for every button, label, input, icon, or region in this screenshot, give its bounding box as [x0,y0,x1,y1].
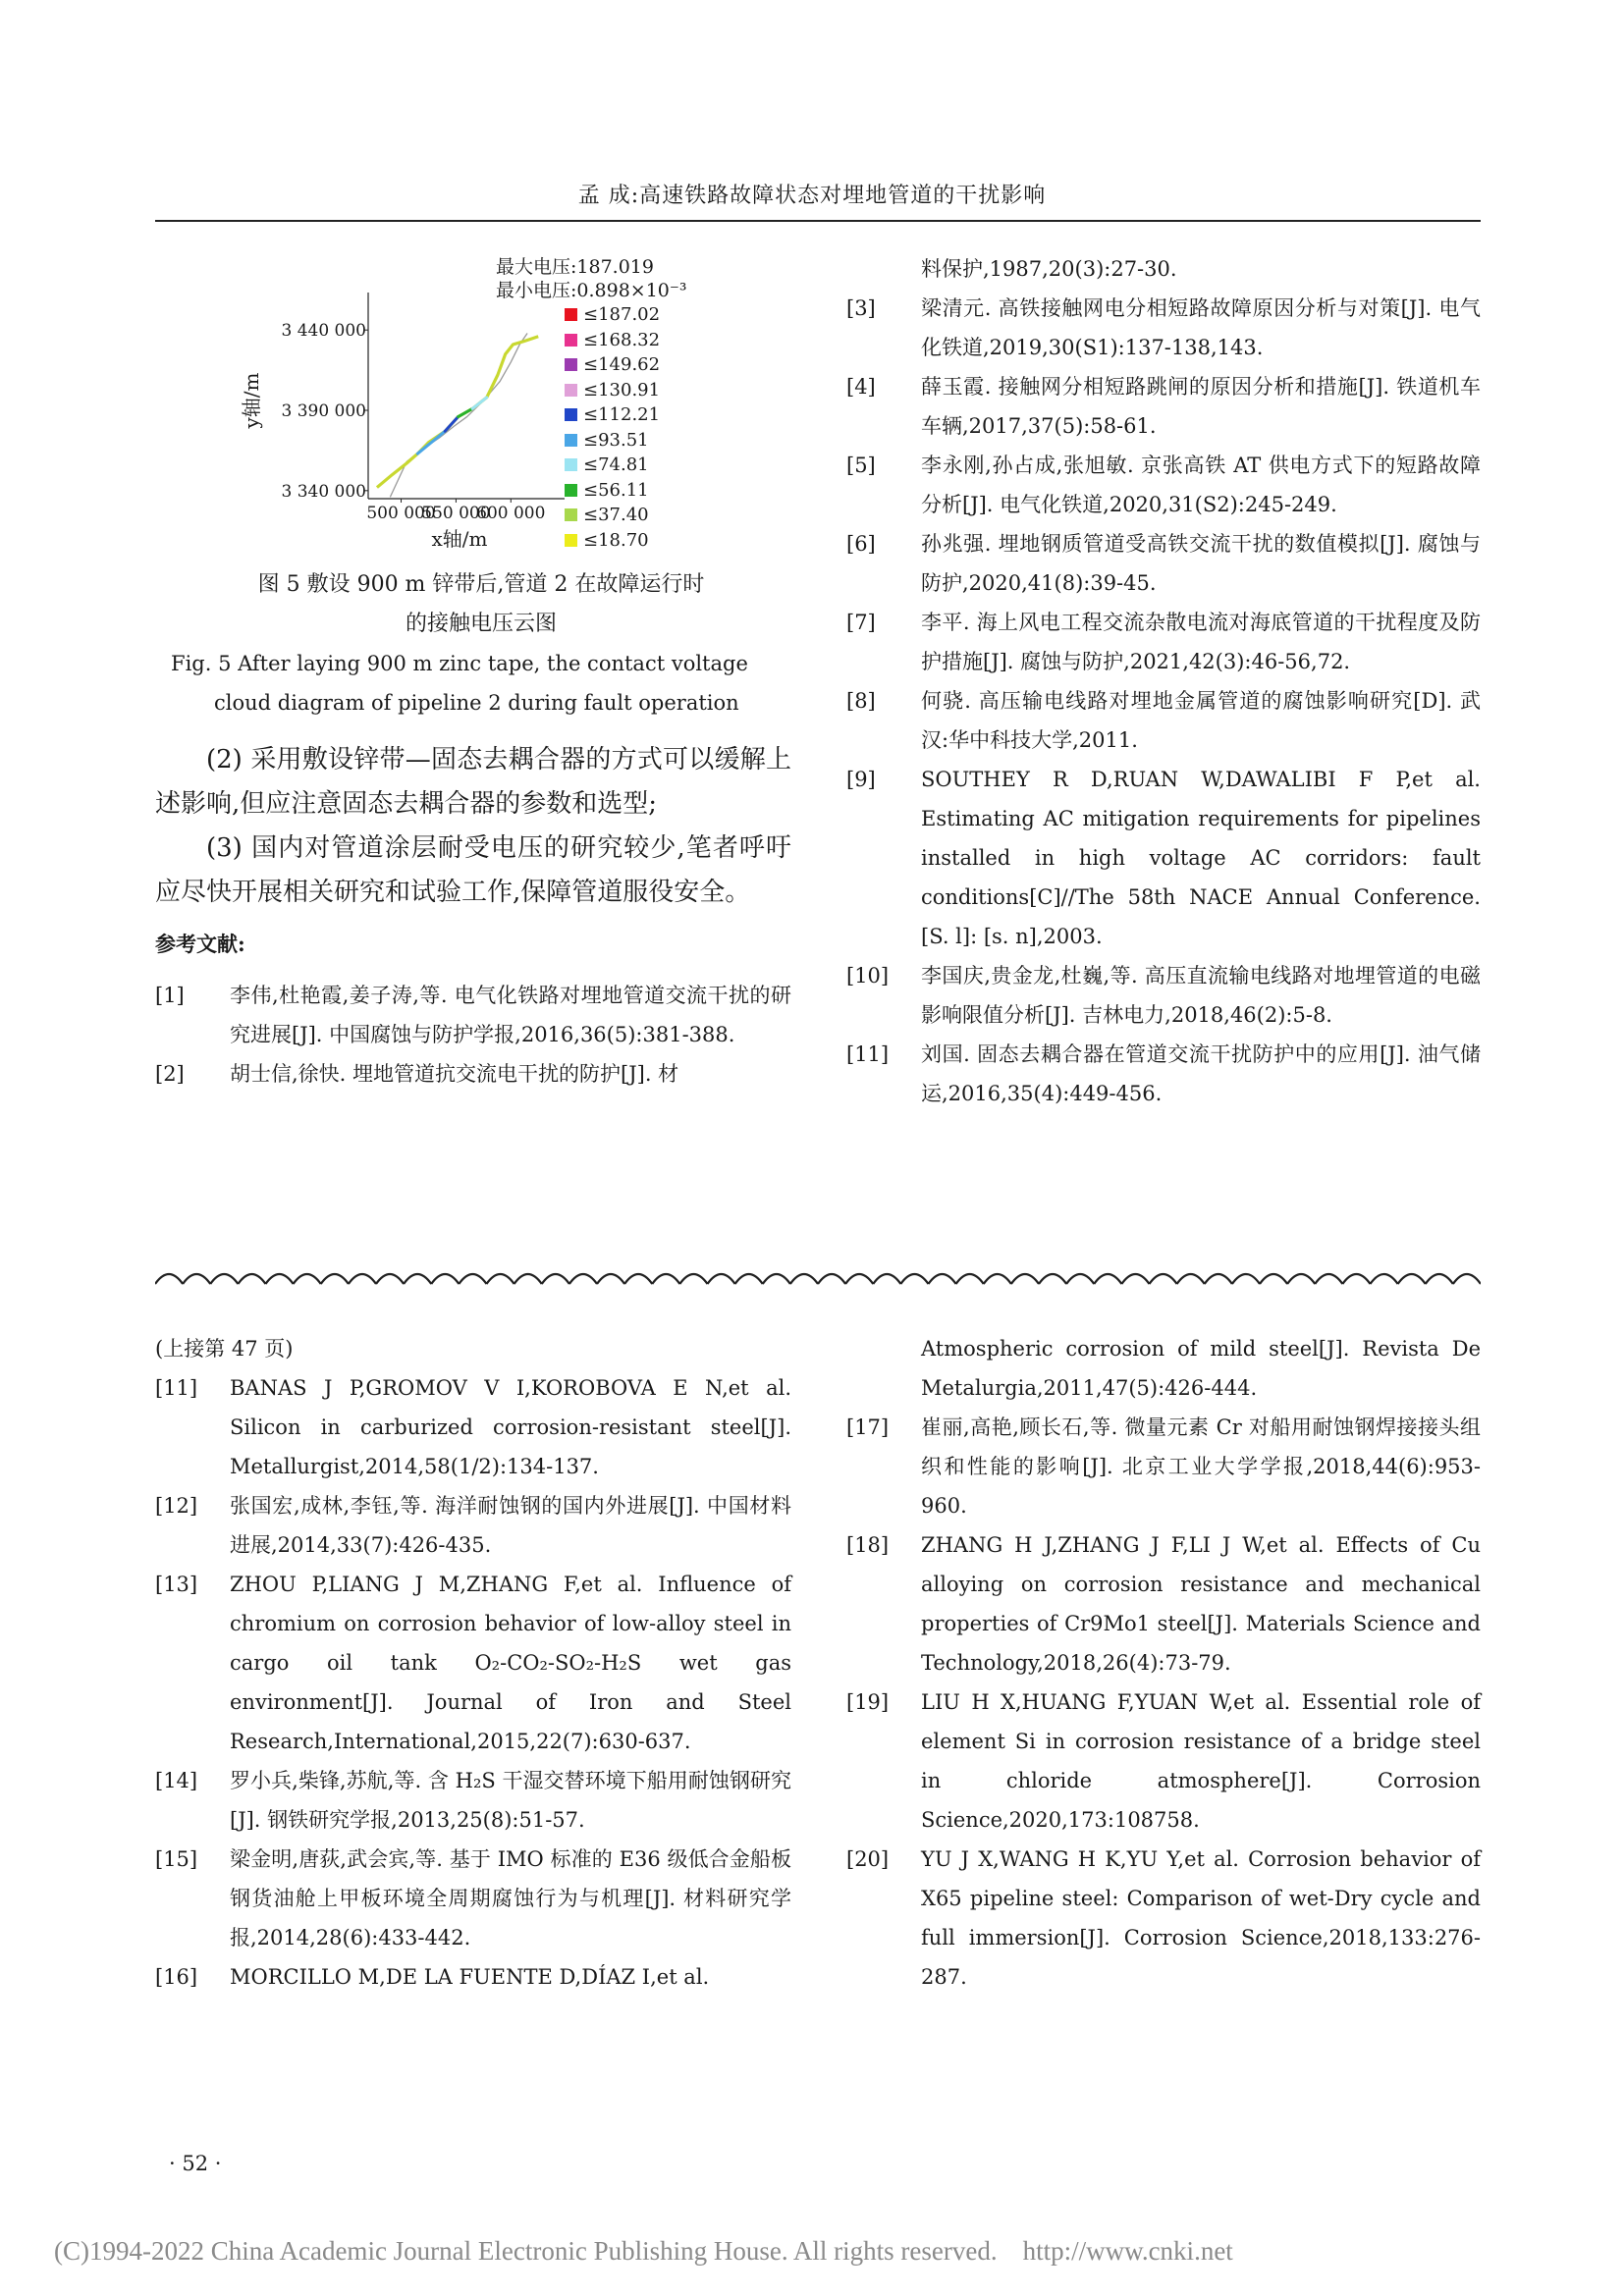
separator-wave [155,1274,1481,1284]
reference-number: [10] [846,964,890,988]
reference-number: [6] [846,532,876,556]
caption-en-line1: Fig. 5 After laying 900 m zinc tape, the contact voltage [171,652,748,675]
reference-number: [11] [846,1042,890,1066]
legend-swatch [565,434,577,447]
reference-text: YU J X,WANG H K,YU Y,et al. Corrosion behavior of X65 pipeline steel: Comparison of wet-Dry cycle and full immersion[J]. Corrosion Science,2018,133:276-287. [921,1847,1481,1989]
separator-arc [431,1274,459,1284]
pipeline-voltage-segment [417,431,445,454]
cnki-url[interactable]: http://www.cnki.net [1022,2236,1233,2266]
reference-text: MORCILLO M,DE LA FUENTE D,DÍAZ I,et al. [230,1965,710,1989]
reference-text: 薛玉霞. 接触网分相短路跳闸的原因分析和措施[J]. 铁道机车车辆,2017,37(5):58-61. [921,375,1481,438]
separator-arc [1121,1274,1149,1284]
separator-arc [1371,1274,1398,1284]
conclusion-2: (2) 采用敷设锌带—固态去耦合器的方式可以缓解上述影响,但应注意固态去耦合器的参数和选型; [155,745,791,819]
reference-number: [5] [846,454,876,477]
separator-arc [376,1274,404,1284]
legend-min-voltage: 最小电压:0.898×10⁻³ [496,280,687,301]
x-tick-label: 550 000 [421,504,491,523]
reference-item [846,289,1481,367]
separator-arc [1066,1274,1094,1284]
separator-arc [929,1274,956,1284]
reference-text: 李永刚,孙占成,张旭敏. 京张高铁 AT 供电方式下的短路故障分析[J]. 电气化铁道,2020,31(S2):245-249. [921,454,1481,516]
pipeline-voltage-segment [472,398,487,408]
separator-arc [183,1274,210,1284]
caption-en-line2: cloud diagram of pipeline 2 during fault operation [214,691,739,715]
reference-item [846,760,1481,956]
separator-arc [349,1274,376,1284]
legend-label: ≤112.21 [583,404,661,426]
separator-arc [1205,1274,1232,1284]
legend-item [565,352,741,378]
lower-right-column [846,1329,1481,1997]
reference-item [846,1035,1481,1113]
legend-label: ≤18.70 [583,529,649,551]
reference-item [155,1368,791,1486]
reference-number: [13] [155,1573,198,1596]
y-tick-label: 3 440 000 [281,321,366,342]
x-tick-label: 600 000 [476,504,546,523]
separator-arc [652,1274,679,1284]
legend-item [565,453,741,478]
legend-label: ≤130.91 [583,379,661,400]
separator-arc [459,1274,486,1284]
separator-arc [1426,1274,1453,1284]
separator-arc [321,1274,349,1284]
separator-arc [1287,1274,1315,1284]
reference-item [846,681,1481,760]
caption-cn-line2: 的接触电压云图 [405,612,557,636]
legend-item [565,402,741,428]
separator-arc [569,1274,597,1284]
lower-left-column [155,1329,791,1997]
separator-arc [1094,1274,1121,1284]
legend-swatch [565,308,577,321]
reference-text: 李平. 海上风电工程交流杂散电流对海底管道的干扰程度及防护措施[J]. 腐蚀与防护,2021,42(3):46-56,72. [921,611,1481,673]
separator-arc [1342,1274,1370,1284]
reference-number: [16] [155,1965,198,1989]
legend-label: ≤93.51 [583,429,649,451]
y-tick-label: 3 390 000 [281,401,366,421]
legend [496,255,741,553]
right-references [846,289,1481,1113]
reference-item [846,956,1481,1035]
copyright-text: (C)1994-2022 China Academic Journal Electronic Publishing House. All rights reserved. [54,2236,998,2266]
reference-number: [11] [155,1376,198,1400]
reference-text: 孙兆强. 埋地钢质管道受高铁交流干扰的数值模拟[J]. 腐蚀与防护,2020,41(8):39-45. [921,532,1481,595]
reference-text: ZHANG H J,ZHANG J F,LI J W,et al. Effects of Cu alloying on corrosion resistance and mechanical properties of Cr9Mo1 steel[J]. Materials Science and Technology,2018,26(4):73-79. [921,1533,1481,1675]
figure-caption [167,565,795,644]
reference-text: 刘国. 固态去耦合器在管道交流干扰防护中的应用[J]. 油气储运,2016,35(4):449-456. [921,1042,1481,1105]
legend-item [565,478,741,504]
reference-item [846,1682,1481,1840]
running-header: 孟 成:高速铁路故障状态对埋地管道的干扰影响 [577,184,1047,208]
separator-arc [1260,1274,1287,1284]
left-references [155,976,791,1094]
legend-swatch [565,484,577,497]
separator-arc [708,1274,735,1284]
reference-text: 何骁. 高压输电线路对埋地金属管道的腐蚀影响研究[D]. 武汉:华中科技大学,2011. [921,689,1481,752]
legend-label: ≤149.62 [583,354,661,376]
reference-text: 罗小兵,柴锋,苏航,等. 含 H₂S 干湿交替环境下船用耐蚀钢研究[J]. 钢铁研究学报,2013,25(8):51-57. [230,1769,791,1832]
right-column [846,249,1481,1113]
x-axis-label: x轴/m [431,527,488,551]
reference-number: [1] [155,984,185,1007]
reference-number: [7] [846,611,876,634]
reference-item [846,446,1481,524]
reference-item [155,1840,791,1957]
separator-arc [1315,1274,1342,1284]
reference-text: 胡士信,徐快. 埋地管道抗交流电干扰的防护[J]. 材 [230,1062,679,1086]
separator-arc [873,1274,900,1284]
separator-arc [294,1274,321,1284]
separator-arc [514,1274,542,1284]
legend-swatch [565,508,577,521]
separator-arc [404,1274,431,1284]
separator-arc [487,1274,514,1284]
reference-text: BANAS J P,GROMOV V I,KOROBOVA E N,et al. Silicon in carburized corrosion-resistant steel[J]. Metallurgist,2014,58(1/2):134-137. [230,1376,791,1478]
lower-right-references [846,1408,1481,1997]
separator-arc [1011,1274,1039,1284]
x-tick-label: 500 000 [366,504,436,523]
separator-arc [1150,1274,1177,1284]
reference-number: [18] [846,1533,890,1557]
separator-arc [155,1274,183,1284]
reference-number: [3] [846,296,876,320]
reference-number: [19] [846,1690,890,1714]
separator-arc [597,1274,624,1284]
legend-item [565,528,741,554]
reference-number: [9] [846,768,876,791]
reference-number: [8] [846,689,876,713]
reference-item [846,1408,1481,1525]
reference-item [155,1761,791,1840]
legend-label: ≤168.32 [583,329,661,350]
legend-swatch [565,358,577,371]
legend-item [565,378,741,403]
ref-16-continuation: Atmospheric corrosion of mild steel[J]. Revista De Metalurgia,2011,47(5):426-444. [921,1337,1481,1400]
separator-arc [238,1274,265,1284]
figure-caption-en [155,644,803,722]
legend-swatch [565,334,577,347]
legend-swatch [565,408,577,421]
reference-number: [14] [155,1769,198,1792]
y-tick-label: 3 340 000 [281,481,366,502]
separator-arc [818,1274,845,1284]
ref-2-continuation: 料保护,1987,20(3):27-30. [921,257,1177,281]
legend-item [565,328,741,353]
reference-item [155,976,791,1054]
legend-item [565,302,741,328]
legend-label: ≤37.40 [583,505,649,526]
copyright-footer [54,2236,1259,2267]
separator-arc [542,1274,569,1284]
reference-number: [12] [155,1494,198,1518]
reference-number: [4] [846,375,876,399]
reference-text: 张国宏,成林,李钰,等. 海洋耐蚀钢的国内外进展[J]. 中国材料进展,2014,33(7):426-435. [230,1494,791,1557]
section-separator [155,1266,1481,1290]
header-rule [155,220,1481,222]
legend-swatch [565,458,577,471]
reference-text: LIU H X,HUANG F,YUAN W,et al. Essential role of element Si in corrosion resistance of a bridge steel in chloride atmosphere[J]. Corrosion Science,2020,173:108758. [921,1690,1481,1832]
reference-number: [17] [846,1415,890,1439]
left-column [155,738,791,1094]
reference-text: SOUTHEY R D,RUAN W,DAWALIBI F P,et al. Estimating AC mitigation requirements for pipelines installed in high voltage AC corridors: fault conditions[C]//The 58th NACE Annual Conference. [S. l]: [s. n],2003. [921,768,1481,948]
separator-arc [624,1274,652,1284]
conclusion-3: (3) 国内对管道涂层耐受电压的研究较少,笔者呼吁应尽快开展相关研究和试验工作,保障管道服役安全。 [155,833,791,907]
separator-arc [1453,1274,1481,1284]
reference-text: 梁金明,唐荻,武会宾,等. 基于 IMO 标准的 E36 级低合金船板钢货油舱上甲板环境全周期腐蚀行为与机理[J]. 材料研究学报,2014,28(6):433-442. [230,1847,791,1949]
legend-item [565,503,741,528]
reference-item [846,1525,1481,1682]
separator-arc [1039,1274,1066,1284]
reference-item [846,1840,1481,1997]
reference-item [846,367,1481,446]
legend-label: ≤74.81 [583,454,649,476]
legend-label: ≤56.11 [583,479,649,501]
reference-text: ZHOU P,LIANG J M,ZHANG F,et al. Influence of chromium on corrosion behavior of low-alloy steel in cargo oil tank O₂-CO₂-SO₂-H₂S wet gas environment[J]. Journal of Iron and Steel Research,International,2015,22(7):630-637. [230,1573,791,1753]
reference-number: [2] [155,1062,185,1086]
separator-arc [679,1274,707,1284]
reference-item [155,1054,791,1094]
reference-text: 崔丽,高艳,顾长石,等. 微量元素 Cr 对船用耐蚀钢焊接接头组织和性能的影响[J]. 北京工业大学学报,2018,44(6):953-960. [921,1415,1481,1518]
separator-arc [735,1274,763,1284]
legend-item [565,428,741,454]
reference-number: [20] [846,1847,890,1871]
separator-arc [763,1274,790,1284]
separator-arc [790,1274,818,1284]
continued-note: (上接第 47 页) [155,1337,294,1361]
figure-5 [221,253,751,553]
separator-arc [210,1274,238,1284]
reference-text: 李国庆,贵金龙,杜巍,等. 高压直流输电线路对地埋管道的电磁影响限值分析[J]. 吉林电力,2018,46(2):5-8. [921,964,1481,1027]
separator-arc [1232,1274,1260,1284]
separator-arc [1177,1274,1205,1284]
y-axis-label: y轴/m [240,372,263,429]
lower-left-references [155,1368,791,1997]
reference-text: 李伟,杜艳霞,姜子涛,等. 电气化铁路对埋地管道交流干扰的研究进展[J]. 中国腐蚀与防护学报,2016,36(5):381-388. [230,984,791,1046]
separator-arc [845,1274,873,1284]
legend-label: ≤187.02 [583,304,661,326]
references-title: 参考文献: [155,932,245,956]
legend-items [496,302,741,553]
separator-arc [1398,1274,1426,1284]
reference-item [846,603,1481,681]
caption-cn-line1: 图 5 敷设 900 m 锌带后,管道 2 在故障运行时 [257,572,705,597]
legend-max-voltage: 最大电压:187.019 [496,256,654,278]
legend-swatch [565,534,577,547]
reference-text: 梁清元. 高铁接触网电分相短路故障原因分析与对策[J]. 电气化铁道,2019,30(S1):137-138,143. [921,296,1481,359]
separator-arc [956,1274,984,1284]
separator-arc [266,1274,294,1284]
reference-item [155,1486,791,1565]
separator-arc [900,1274,928,1284]
reference-number: [15] [155,1847,198,1871]
legend-swatch [565,384,577,397]
page-number: · 52 · [169,2152,222,2175]
reference-item [155,1565,791,1761]
reference-item [846,524,1481,603]
reference-item [155,1957,791,1997]
separator-arc [984,1274,1011,1284]
